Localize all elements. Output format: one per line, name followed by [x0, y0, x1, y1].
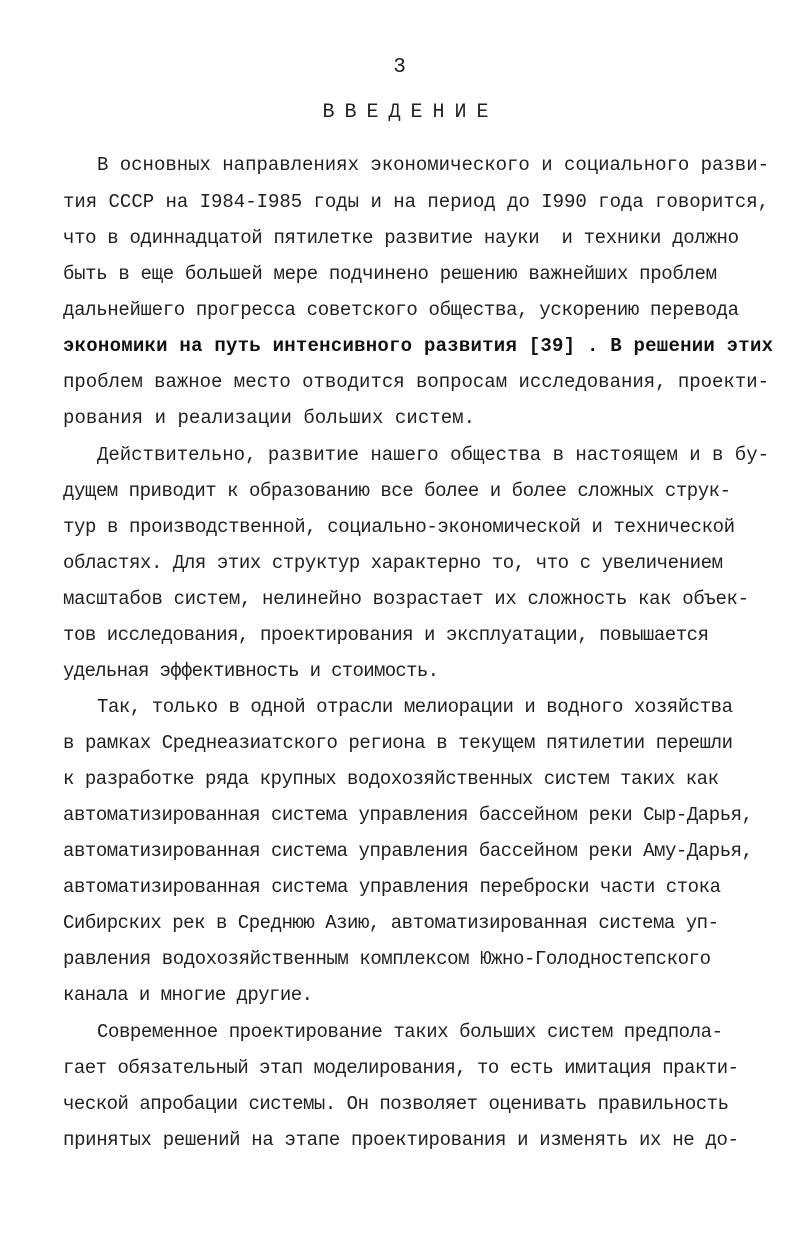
text-line: автоматизированная система управления бассейном реки Сыр-Дарья,	[63, 804, 753, 826]
text-line: тур в производственной, социально-экономической и технической	[63, 516, 735, 538]
text-line: быть в еще большей мере подчинено решению важнейших проблем	[63, 263, 717, 285]
text-line: дальнейшего прогресса советского общества, ускорению перевода	[63, 299, 739, 321]
text-line: автоматизированная система управления бассейном реки Аму-Дарья,	[63, 840, 753, 862]
text-line: канала и многие другие.	[63, 984, 313, 1006]
text-line: проблем важное место отводится вопросам исследования, проекти-	[63, 371, 769, 393]
section-heading: ВВЕДЕНИЕ	[322, 101, 499, 124]
text-line: масштабов систем, нелинейно возрастает их сложность как объек-	[63, 588, 749, 610]
text-line: дущем приводит к образованию все более и более сложных струк-	[63, 480, 731, 502]
text-line: рования и реализации больших систем.	[63, 407, 476, 429]
text-line: ческой апробации системы. Он позволяет оценивать правильность	[63, 1093, 729, 1115]
text-line: областях. Для этих структур характерно то, что с увеличением	[63, 552, 723, 574]
text-line: автоматизированная система управления переброски части стока	[63, 876, 721, 898]
text-line: Сибирских рек в Среднюю Азию, автоматизированная система уп-	[63, 912, 719, 934]
page-number: 3	[393, 56, 406, 79]
text-line: принятых решений на этапе проектирования и изменять их не до-	[63, 1129, 739, 1151]
text-line: экономики на путь интенсивного развития [39] . В решении этих	[63, 335, 774, 357]
text-line: Так, только в одной отрасли мелиорации и водного хозяйства	[97, 696, 733, 718]
text-line: В основных направлениях экономического и социального разви-	[97, 154, 769, 176]
text-line: равления водохозяйственным комплексом Южно-Голодностепского	[63, 948, 711, 970]
text-line: Современное проектирование таких больших систем предпола-	[97, 1021, 723, 1043]
text-line: Действительно, развитие нашего общества в настоящем и в бу-	[97, 444, 769, 466]
text-line: что в одиннадцатой пятилетке развитие науки и техники должно	[63, 227, 739, 249]
text-line: в рамках Среднеазиатского региона в текущем пятилетии перешли	[63, 732, 733, 754]
text-line: гает обязательный этап моделирования, то есть имитация практи-	[63, 1057, 739, 1079]
text-line: тия СССР на I984-I985 годы и на период до I990 года говорится,	[63, 191, 769, 213]
text-line: удельная эффективность и стоимость.	[63, 660, 439, 682]
text-line: тов исследования, проектирования и эксплуатации, повышается	[63, 624, 709, 646]
text-line: к разработке ряда крупных водохозяйственных систем таких как	[63, 768, 719, 790]
